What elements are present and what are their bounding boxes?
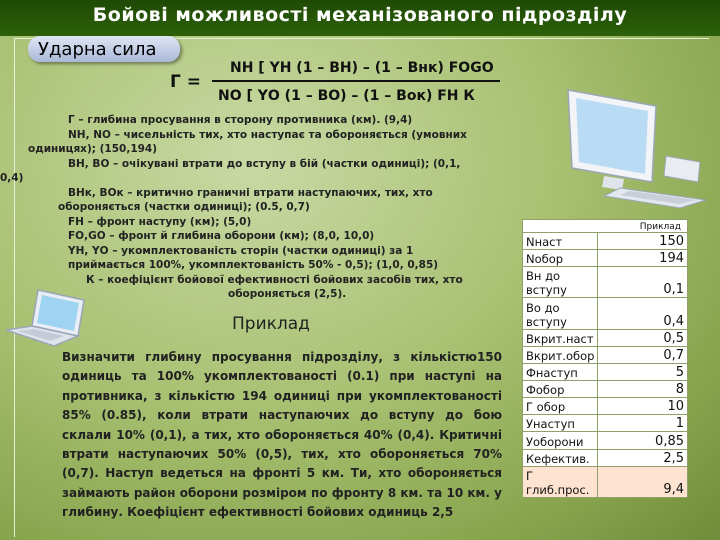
table-row <box>523 329 688 346</box>
table-row <box>523 267 688 298</box>
definition-line: К – коефіцієнт бойової ефективності бойових засобів тих, хто <box>86 273 463 286</box>
table-cell-value: 0,4 <box>598 298 688 329</box>
table-row <box>523 363 688 380</box>
table-cell-label: Nобор <box>523 250 598 267</box>
example-text: Визначити глибину просування підрозділу, з кількістю150 одиниць та 100% укомплектованості (0.1) при наступі на противника, з кількістю 194 одиниці при укомплектованості 85% (0.85), коли втрати наступаючих до вступу до бою склали 10% (0,1), а тих, хто обороняється 40% (0,4). Критичні втрати наступаючих 50% (0,5), тих, хто обороняється 70% (0,7). Наступ ведеться на фронті 5 км. Ти, хто обороняється займають район оборони розміром по фронту 8 км. та 10 км. у глибину. Коефіцієнт ефективності бойових одиниць 2,5 <box>62 350 502 520</box>
table-cell-label: Вкрит.обор <box>523 346 598 363</box>
formula-numerator: NН [ YН (1 – ВН) – (1 – Внк) FОGО <box>230 60 494 76</box>
definitions <box>0 113 516 302</box>
table-cell-value: 0,85 <box>598 432 688 449</box>
table-row <box>523 415 688 432</box>
table-row <box>523 432 688 449</box>
table-header-row <box>523 220 688 233</box>
table-cell-label: Фобор <box>523 381 598 398</box>
table-cell-value: 1 <box>598 415 688 432</box>
table-cell-value: 8 <box>598 381 688 398</box>
table-cell-value: 2,5 <box>598 449 688 466</box>
definition-line: YН, YО – укомплектованість сторін (частки одиниці) за 1 <box>68 244 414 257</box>
table-row <box>523 298 688 329</box>
table-cell-label: Кефектив. <box>523 449 598 466</box>
example-table <box>522 219 688 498</box>
table-cell-label: Г глиб.прос. <box>523 466 598 497</box>
table-cell-value: 0,7 <box>598 346 688 363</box>
formula-lhs: Г = <box>170 72 201 92</box>
table-cell-value: 9,4 <box>598 466 688 497</box>
definition-line: FО,GО – фронт й глибина оборони (км); (8,0, 10,0) <box>68 230 375 242</box>
table-row <box>523 398 688 415</box>
table-cell-value: 10 <box>598 398 688 415</box>
fraction-line <box>212 80 500 82</box>
laptop-icon <box>4 286 92 348</box>
formula-denominator: NО [ YО (1 – ВО) – (1 – Вок) FН К <box>218 88 475 104</box>
table-cell-label: Вкрит.наст <box>523 329 598 346</box>
definition-line: одиницях); (150,194) <box>28 143 158 155</box>
table-header: Приклад <box>523 220 688 233</box>
table-cell-label: Уоборони <box>523 432 598 449</box>
table-cell-label: Г обор <box>523 398 598 415</box>
table-cell-value: 150 <box>598 233 688 250</box>
table-cell-label: Вн до вступу <box>523 267 598 298</box>
definition-line: 0,4) <box>0 172 24 184</box>
example-heading: Приклад <box>232 314 310 334</box>
definition-line: Г – глибина просування в сторону противника (км). (9,4) <box>68 114 413 126</box>
table-row <box>523 466 688 497</box>
definition-line: FH – фронт наступу (км); (5,0) <box>68 215 252 228</box>
table-row <box>523 233 688 250</box>
computer-icon <box>560 84 710 210</box>
table-row <box>523 381 688 398</box>
definition-line: обороняється (2,5). <box>228 288 347 300</box>
definition-line: обороняється (частки одиниці); (0.5, 0,7) <box>58 201 310 213</box>
table-cell-value: 194 <box>598 250 688 267</box>
table-cell-value: 0,1 <box>598 267 688 298</box>
table-cell-label: Nнаст <box>523 233 598 250</box>
table-cell-value: 5 <box>598 363 688 380</box>
table-cell-value: 0,5 <box>598 329 688 346</box>
definition-line: ВН, ВО – очікувані втрати до вступу в бій (частки одиниці); (0,1, <box>68 157 461 170</box>
definition-line: NH, NО – чисельність тих, хто наступає та обороняється (умовних <box>68 128 467 141</box>
table-row <box>523 250 688 267</box>
table-cell-label: Унаступ <box>523 415 598 432</box>
table-row <box>523 449 688 466</box>
slide-title: Бойові можливості механізованого підрозділу <box>92 4 628 26</box>
definition-line: ВНк, ВОк – критично граничні втрати наступаючих, тих, хто <box>68 186 433 199</box>
table-row <box>523 346 688 363</box>
table-cell-label: Во до вступу <box>523 298 598 329</box>
table-cell-label: Фнаступ <box>523 363 598 380</box>
tab-label: Ударна сила <box>38 39 157 60</box>
definition-line: приймається 100%, укомплектованість 50% - 0,5); (1,0, 0,85) <box>68 259 439 271</box>
